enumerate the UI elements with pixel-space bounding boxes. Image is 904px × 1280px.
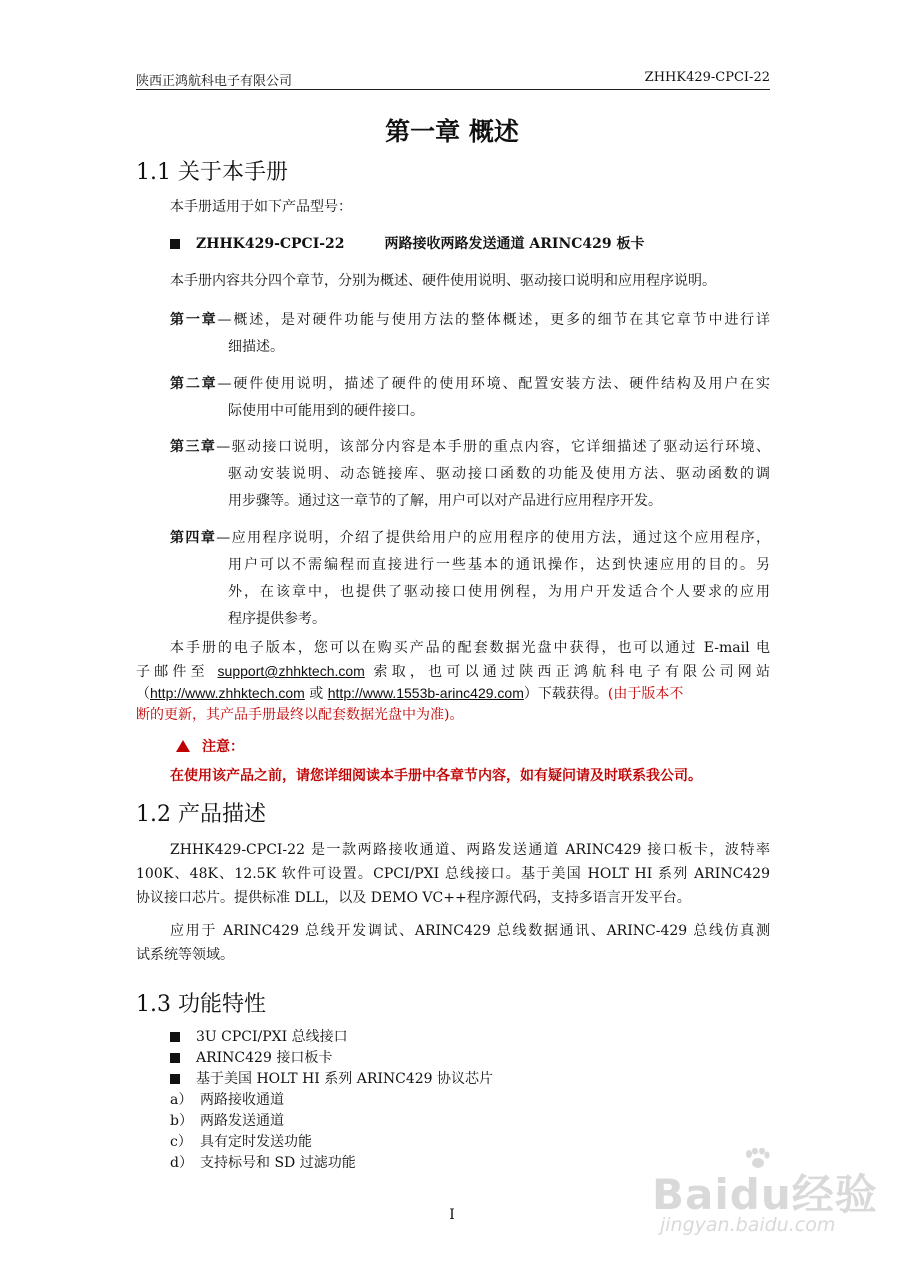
watermark-url: jingyan.baidu.com	[660, 1214, 836, 1236]
chapter-3-desc-line1	[170, 437, 770, 457]
chapter-4-label: 第四章	[170, 530, 217, 546]
or-text: 或	[309, 686, 324, 702]
notice-heading	[176, 737, 244, 757]
chapter-title: 第一章 概述	[385, 117, 519, 146]
chapter-1-desc-line1	[170, 310, 770, 330]
download-text: ）下载获得。	[523, 686, 608, 702]
chapter-4-desc-line1	[170, 528, 770, 548]
header-rule	[136, 89, 770, 90]
sub-item-marker: b）	[170, 1113, 193, 1129]
section-1-1-title: 1.1 关于本手册	[136, 160, 288, 185]
notice-title: 注意：	[202, 739, 244, 755]
page-number: I	[449, 1207, 455, 1223]
notice-text: 在使用该产品之前，请您详细阅读本手册中各章节内容，如有疑问请及时联系我公司。	[170, 768, 702, 784]
chapter-2-desc-line2: 际使用中可能用到的硬件接口。	[228, 403, 424, 419]
sub-item-marker: a）	[170, 1092, 193, 1108]
header-doc-code: ZHHK429-CPCI-22	[644, 70, 770, 85]
chapter-1-desc-line2: 细描述。	[228, 339, 284, 355]
square-bullet-icon	[170, 1074, 180, 1084]
feature-text: 3U CPCI/PXI 总线接口	[196, 1029, 348, 1045]
electronic-line3	[136, 683, 776, 704]
product-desc-line3: 协议接口芯片。提供标准 DLL，以及 DEMO VC++程序源代码，支持多语言开发平台。	[136, 890, 691, 906]
feature-bullet	[170, 1027, 348, 1047]
application-line2: 试系统等领域。	[136, 947, 234, 963]
header-company: 陕西正鸿航科电子有限公司	[136, 74, 293, 89]
feature-bullet	[170, 1069, 493, 1089]
sub-item-text: 具有定时发送功能	[200, 1134, 312, 1150]
feature-sub-item	[170, 1132, 312, 1152]
version-note-start: (由于版本不	[607, 686, 684, 702]
model-description: 两路接收两路发送通道 ARINC429 板卡	[384, 236, 645, 252]
manual-summary: 本手册内容共分四个章节，分别为概述、硬件使用说明、驱动接口说明和应用程序说明。	[170, 273, 716, 289]
website-link-2[interactable]: http://www.1553b-arinc429.com	[327, 685, 524, 701]
chapter-3-text: —驱动接口说明，该部分内容是本手册的重点内容，它详细描述了驱动运行环境、	[216, 439, 771, 455]
chapter-3-label: 第三章	[170, 439, 217, 455]
electronic-line2-prefix: 子邮件至	[136, 664, 209, 680]
feature-bullet	[170, 1048, 332, 1068]
chapter-2-desc-line1	[170, 374, 770, 394]
chapter-4-desc-line3: 外，在该章中，也提供了驱动接口使用例程，为用户开发适合个人要求的应用	[228, 584, 770, 600]
feature-sub-item	[170, 1153, 356, 1173]
model-code: ZHHK429-CPCI-22	[196, 236, 345, 252]
chapter-4-text: —应用程序说明，介绍了提供给用户的应用程序的使用方法，通过这个应用程序，	[216, 530, 771, 546]
paren-open: （	[136, 686, 150, 702]
chapter-2-label: 第二章	[170, 376, 218, 392]
chapter-4-desc-line2: 用户可以不需编程而直接进行一些基本的通讯操作，达到快速应用的目的。另	[228, 557, 770, 573]
electronic-line2	[136, 661, 770, 682]
product-desc-line2: 100K、48K、12.5K 软件可设置。CPCI/PXI 总线接口。基于美国 HOLT HI 系列 ARINC429	[136, 866, 770, 882]
sub-item-marker: d）	[170, 1155, 193, 1171]
application-line1: 应用于 ARINC429 总线开发调试、ARINC429 总线数据通讯、ARINC-429 总线仿真测	[170, 923, 770, 939]
electronic-line2-suffix: 索取，也可以通过陕西正鸿航科电子有限公司网站	[373, 664, 771, 680]
chapter-1-text: —概述，是对硬件功能与使用方法的整体概述，更多的细节在其它章节中进行详	[217, 312, 771, 328]
model-line	[170, 234, 645, 254]
support-email-link[interactable]: support@zhhktech.com	[217, 663, 365, 679]
chapter-3-desc-line3: 用步骤等。通过这一章节的了解，用户可以对产品进行应用程序开发。	[228, 493, 662, 509]
section-1-2-title: 1.2 产品描述	[136, 802, 266, 827]
product-desc-line1: ZHHK429-CPCI-22 是一款两路接收通道、两路发送通道 ARINC429 接口板卡，波特率	[170, 842, 770, 858]
feature-text: 基于美国 HOLT HI 系列 ARINC429 协议芯片	[196, 1071, 494, 1087]
section-1-3-title: 1.3 功能特性	[136, 992, 266, 1017]
sub-item-text: 两路发送通道	[200, 1113, 284, 1129]
chapter-1-label: 第一章	[170, 312, 218, 328]
website-link-1[interactable]: http://www.zhhktech.com	[150, 685, 305, 701]
square-bullet-icon	[170, 1032, 180, 1042]
watermark-brand-text: Baidu经验	[652, 1170, 878, 1219]
sub-item-text: 两路接收通道	[200, 1092, 284, 1108]
sub-item-marker: c）	[170, 1134, 192, 1150]
paw-print-icon	[744, 1148, 770, 1168]
square-bullet-icon	[170, 1053, 180, 1063]
chapter-4-desc-line4: 程序提供参考。	[228, 611, 326, 627]
feature-sub-item	[170, 1111, 284, 1131]
chapter-2-text: —硬件使用说明，描述了硬件的使用环境、配置安装方法、硬件结构及用户在实	[217, 376, 771, 392]
square-bullet-icon	[170, 239, 180, 249]
sub-item-text: 支持标号和 SD 过滤功能	[200, 1155, 356, 1171]
manual-intro: 本手册适用于如下产品型号：	[170, 199, 352, 215]
version-note: 断的更新，其产品手册最终以配套数据光盘中为准)。	[136, 707, 464, 723]
warning-triangle-icon	[176, 740, 190, 752]
feature-sub-item	[170, 1090, 284, 1110]
feature-text: ARINC429 接口板卡	[196, 1050, 333, 1066]
chapter-3-desc-line2: 驱动安装说明、动态链接库、驱动接口函数的功能及使用方法、驱动函数的调	[228, 466, 770, 482]
watermark-brand	[652, 1162, 878, 1222]
electronic-line1: 本手册的电子版本，您可以在购买产品的配套数据光盘中获得，也可以通过 E-mail 电	[170, 640, 770, 656]
